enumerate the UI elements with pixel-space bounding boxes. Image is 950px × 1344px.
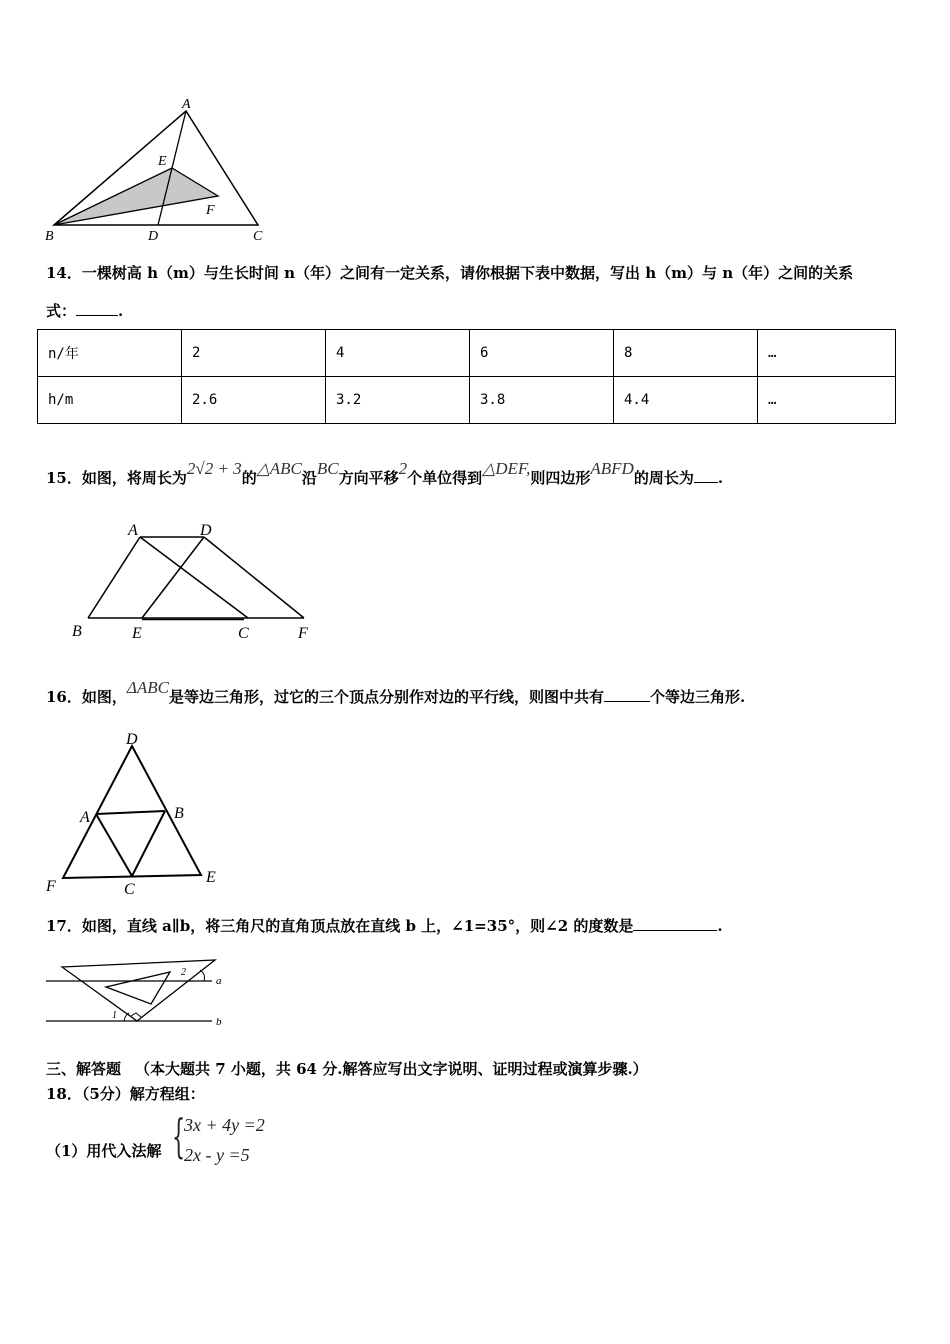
- label-line-b: b: [216, 1016, 222, 1028]
- math-triangle-abc: ΔABC: [126, 678, 169, 697]
- q15-part: 则四边形: [530, 469, 591, 487]
- table-cell: 2: [182, 330, 326, 377]
- label-line-a: a: [216, 975, 222, 987]
- q18-part1: （1）用代入法解: [46, 1142, 162, 1160]
- q15-part: 的: [241, 469, 257, 487]
- equation-2: 2x - y =5: [184, 1145, 250, 1165]
- q15-part: 的周长为: [633, 469, 694, 487]
- label-d: D: [148, 229, 159, 244]
- answer-blank[interactable]: [76, 301, 118, 316]
- table-row: [38, 377, 896, 424]
- triangle-abc: [54, 111, 258, 225]
- label-a: A: [128, 522, 138, 539]
- math-abfd: ABFD: [590, 459, 634, 478]
- label-a: A: [182, 97, 191, 112]
- q17-text: [46, 915, 723, 936]
- q15-part: 15．如图，将周长为: [46, 469, 187, 487]
- figure-q16-equilateral: [40, 728, 230, 900]
- table-cell: 6: [470, 330, 614, 377]
- q15-part: 个单位得到: [407, 469, 483, 487]
- figure-q15-translation: [66, 518, 326, 646]
- label-c: C: [253, 229, 263, 244]
- data-table: [37, 329, 896, 424]
- table-cell: n/年: [38, 330, 182, 377]
- equation-system: [172, 1109, 292, 1170]
- table-cell: 3.2: [326, 377, 470, 424]
- q18-title: 18．（5分）解方程组：: [46, 1085, 205, 1103]
- math-triangle-def: △DEF,: [482, 459, 531, 478]
- math-perimeter: 2√2 + 3: [186, 459, 242, 478]
- label-d: D: [126, 731, 138, 748]
- label-e: E: [158, 154, 167, 169]
- q15-part: 沿: [301, 469, 317, 487]
- label-b: B: [45, 229, 54, 244]
- label-angle-1: 1: [112, 1010, 117, 1021]
- label-f: F: [46, 878, 56, 895]
- q15-part: 方向平移: [338, 469, 399, 487]
- q15-end: .: [717, 469, 724, 487]
- label-b: B: [174, 805, 184, 822]
- answer-blank[interactable]: [694, 468, 718, 483]
- q14-line1: 14．一棵树高 h（m）与生长时间 n（年）之间有一定关系，请你根据下表中数据，写出 h（m）与 n（年）之间的关系: [46, 264, 854, 282]
- label-c: C: [124, 881, 135, 898]
- q16-text: [46, 678, 746, 707]
- q16-part: 16．如图，: [46, 688, 127, 706]
- math-triangle-abc: △ABC: [256, 459, 302, 478]
- q16-part: 个等边三角形.: [649, 688, 746, 706]
- answer-blank[interactable]: [633, 916, 717, 931]
- table-cell: 2.6: [182, 377, 326, 424]
- label-c: C: [238, 625, 249, 642]
- figure-q17-parallel-lines: [40, 950, 240, 1032]
- table-cell: 4.4: [614, 377, 758, 424]
- section-header: [46, 1058, 648, 1079]
- math-two: 2: [398, 459, 408, 478]
- q17-end: .: [717, 917, 723, 935]
- shaded-triangle: [54, 168, 218, 225]
- table-cell: 3.8: [470, 377, 614, 424]
- table-cell: …: [758, 330, 896, 377]
- label-f: F: [298, 625, 308, 642]
- label-d: D: [200, 522, 212, 539]
- table-cell: 4: [326, 330, 470, 377]
- label-angle-2: 2: [181, 967, 186, 978]
- label-e: E: [132, 625, 142, 642]
- label-f: F: [206, 203, 215, 218]
- table-cell: h/m: [38, 377, 182, 424]
- label-e: E: [206, 869, 216, 886]
- brace: {: [172, 1109, 186, 1163]
- equation-1: 3x + 4y =2: [184, 1115, 265, 1135]
- table-row: [38, 330, 896, 377]
- figure-q13-triangle: [40, 92, 280, 246]
- answer-blank[interactable]: [604, 687, 650, 702]
- q16-part: 是等边三角形，过它的三个顶点分别作对边的平行线，则图中共有: [168, 688, 604, 706]
- q17-part: 17．如图，直线 a∥b，将三角尺的直角顶点放在直线 b 上，∠1=35°，则∠2 的度数是: [46, 917, 634, 935]
- label-b: B: [72, 623, 82, 640]
- section-note: （本大题共 7 小题，共 64 分.解答应写出文字说明、证明过程或演算步骤.）: [135, 1060, 648, 1078]
- q15-text: [46, 459, 724, 488]
- table-cell: 8: [614, 330, 758, 377]
- table-cell: …: [758, 377, 896, 424]
- q14-line2: 式： .: [46, 302, 124, 320]
- label-a: A: [80, 809, 90, 826]
- math-bc: BC: [316, 459, 339, 478]
- section-title: 三、解答题: [46, 1060, 122, 1078]
- q14-label: 式：: [46, 302, 77, 320]
